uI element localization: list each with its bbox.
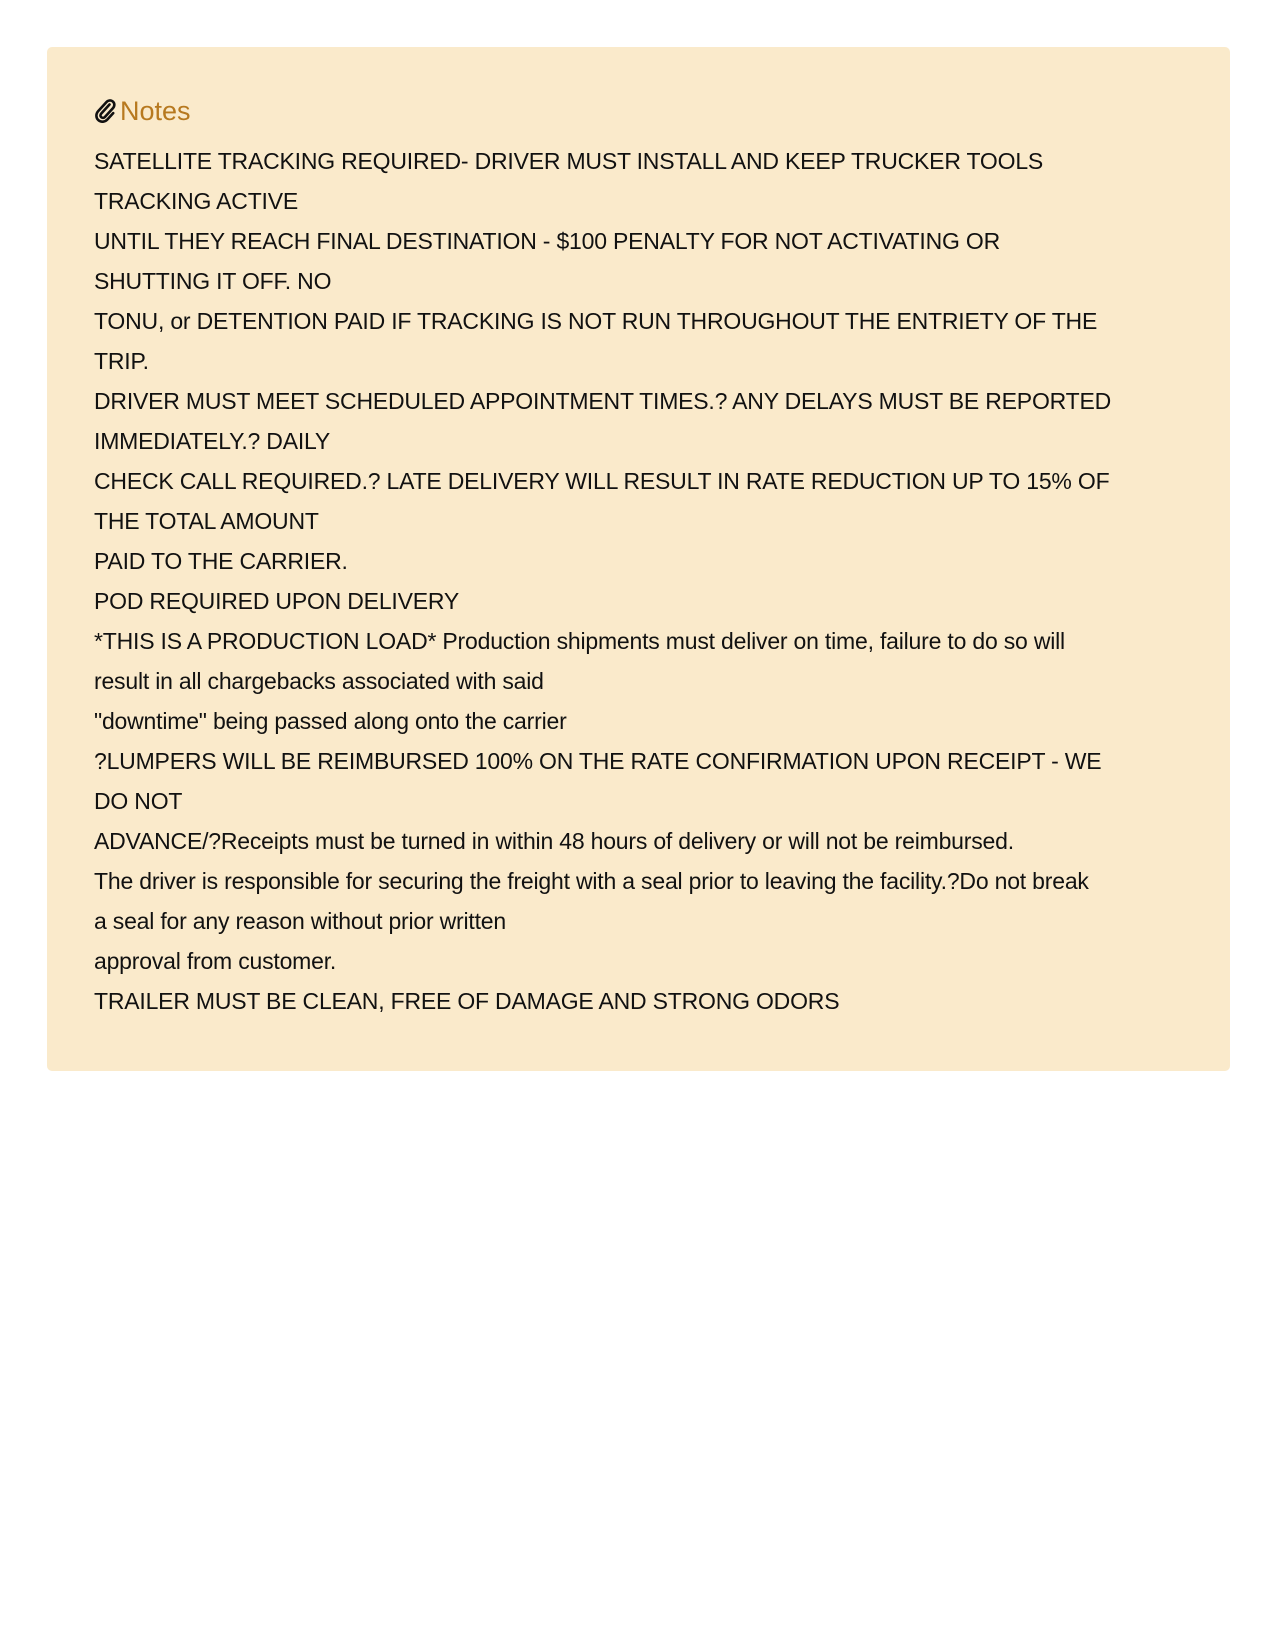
note-line: PAID TO THE CARRIER. bbox=[94, 548, 348, 574]
note-line: The driver is responsible for securing the freight with a seal prior to leaving the facility.?Do not break bbox=[94, 868, 1089, 894]
note-line: IMMEDIATELY.? DAILY bbox=[94, 428, 331, 454]
note-line: TRIP. bbox=[94, 348, 149, 374]
notes-panel bbox=[47, 47, 1230, 1071]
note-line: CHECK CALL REQUIRED.? LATE DELIVERY WILL RESULT IN RATE REDUCTION UP TO 15% OF bbox=[94, 468, 1110, 494]
note-line: a seal for any reason without prior written bbox=[94, 908, 506, 934]
notes-title: Notes bbox=[120, 96, 191, 126]
note-line: TRACKING ACTIVE bbox=[94, 188, 299, 214]
notes-header bbox=[94, 93, 1183, 129]
note-line: TRAILER MUST BE CLEAN, FREE OF DAMAGE AND STRONG ODORS bbox=[94, 988, 840, 1014]
note-line: DO NOT bbox=[94, 788, 183, 814]
notes-body bbox=[94, 141, 1183, 1021]
note-line: "downtime" being passed along onto the carrier bbox=[94, 708, 567, 734]
note-line: SATELLITE TRACKING REQUIRED- DRIVER MUST INSTALL AND KEEP TRUCKER TOOLS bbox=[94, 148, 1044, 174]
note-line: UNTIL THEY REACH FINAL DESTINATION - $100 PENALTY FOR NOT ACTIVATING OR bbox=[94, 228, 1000, 254]
note-line: SHUTTING IT OFF. NO bbox=[94, 268, 332, 294]
note-line: *THIS IS A PRODUCTION LOAD* Production shipments must deliver on time, failure to do so will bbox=[94, 628, 1065, 654]
note-line: TONU, or DETENTION PAID IF TRACKING IS NOT RUN THROUGHOUT THE ENTRIETY OF THE bbox=[94, 308, 1098, 334]
note-line: POD REQUIRED UPON DELIVERY bbox=[94, 588, 460, 614]
note-line: approval from customer. bbox=[94, 948, 337, 974]
note-line: THE TOTAL AMOUNT bbox=[94, 508, 319, 534]
note-line: ?LUMPERS WILL BE REIMBURSED 100% ON THE RATE CONFIRMATION UPON RECEIPT - WE bbox=[94, 748, 1102, 774]
note-line: DRIVER MUST MEET SCHEDULED APPOINTMENT TIMES.? ANY DELAYS MUST BE REPORTED bbox=[94, 388, 1112, 414]
note-line: result in all chargebacks associated with said bbox=[94, 668, 544, 694]
paperclip-icon bbox=[94, 98, 116, 124]
note-line: ADVANCE/?Receipts must be turned in within 48 hours of delivery or will not be reimbursed. bbox=[94, 828, 1014, 854]
